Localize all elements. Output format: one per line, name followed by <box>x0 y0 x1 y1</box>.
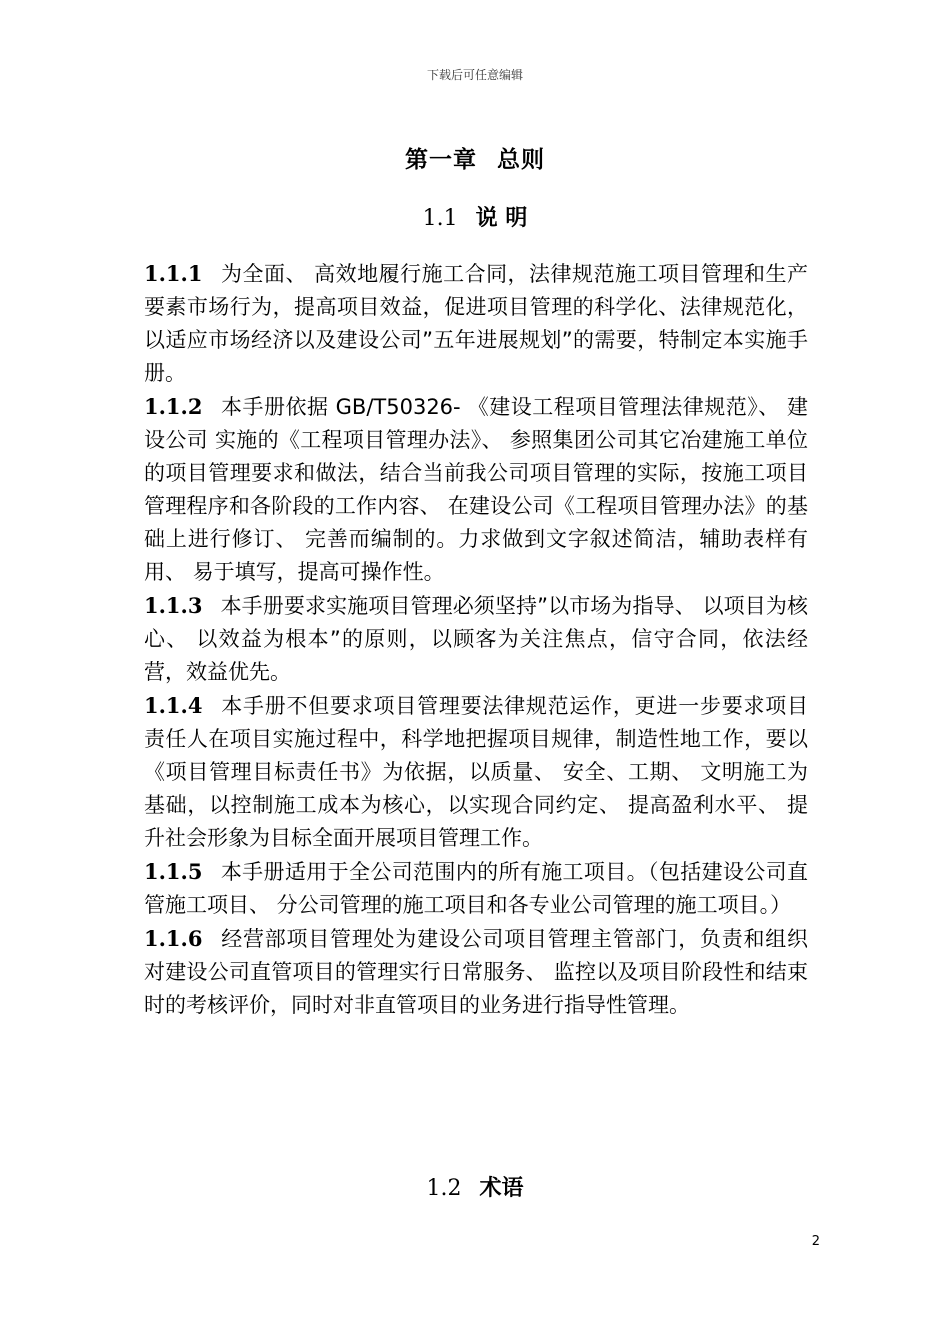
paragraph-text: 本手册依据 GB/T50326- 《建设工程项目管理法律规范》、 建设公司 实施的《工程项目管理办法》、 参照集团公司其它冶建施工单位的项目管理要求和做法，结合当前我公司项目管理的实际，按施工项目管理程序和各阶段的工作内容、 在建设公司《工程项目管理办法》的基础上进行修订、 完善而编制的。力求做到文字叙述简洁，辅助表样有用、 易于填写，提高可操作性。 <box>144 395 808 584</box>
section-number: 1.1 <box>422 206 458 231</box>
paragraph-number: 1.1.2 <box>144 394 203 419</box>
paragraph <box>144 390 808 589</box>
header-note: 下载后可任意编辑 <box>426 68 523 82</box>
chapter-number: 第一章 <box>405 147 477 173</box>
paragraph <box>144 257 808 390</box>
paragraph-text: 本手册适用于全公司范围内的所有施工项目。（包括建设公司直管施工项目、 分公司管理的施工项目和各专业公司管理的施工项目。） <box>144 860 808 917</box>
page-number: 2 <box>811 1234 820 1249</box>
chapter-title <box>0 141 950 174</box>
paragraph-text: 本手册要求实施项目管理必须坚持”以市场为指导、 以项目为核心、 以效益为根本”的原则，以顾客为关注焦点，信守合同，依法经营，效益优先。 <box>144 594 808 684</box>
section-heading <box>0 1171 950 1202</box>
body-text <box>144 257 808 1022</box>
paragraph-text: 本手册不但要求项目管理要法律规范运作，更进一步要求项目责任人在项目实施过程中，科学地把握项目规律，制造性地工作，要以《项目管理目标责任书》为依据，以质量、 安全、工期、 文明施工为基础，以控制施工成本为核心，以实现合同约定、 提高盈利水平、 提升社会形象为目标全面开展项目管理工作。 <box>144 694 808 850</box>
paragraph <box>144 922 808 1022</box>
chapter-name: 总则 <box>497 147 545 173</box>
paragraph-number: 1.1.3 <box>144 593 203 618</box>
section-heading <box>0 201 950 232</box>
paragraph-text: 为全面、 高效地履行施工合同，法律规范施工项目管理和生产要素市场行为，提高项目效益，促进项目管理的科学化、法律规范化，以适应市场经济以及建设公司”五年进展规划”的需要，特制定本实施手册。 <box>144 262 808 385</box>
paragraph-number: 1.1.5 <box>144 859 203 884</box>
paragraph <box>144 689 808 855</box>
paragraph <box>144 589 808 689</box>
paragraph-number: 1.1.6 <box>144 926 203 951</box>
paragraph-text: 经营部项目管理处为建设公司项目管理主管部门，负责和组织对建设公司直管项目的管理实行日常服务、 监控以及项目阶段性和结束时的考核评价，同时对非直管项目的业务进行指导性管理。 <box>144 927 808 1017</box>
paragraph-number: 1.1.1 <box>144 261 203 286</box>
section-name: 说 明 <box>475 206 528 231</box>
section-name: 术语 <box>479 1176 524 1201</box>
section-number: 1.2 <box>426 1176 462 1201</box>
paragraph <box>144 855 808 922</box>
paragraph-number: 1.1.4 <box>144 693 203 718</box>
